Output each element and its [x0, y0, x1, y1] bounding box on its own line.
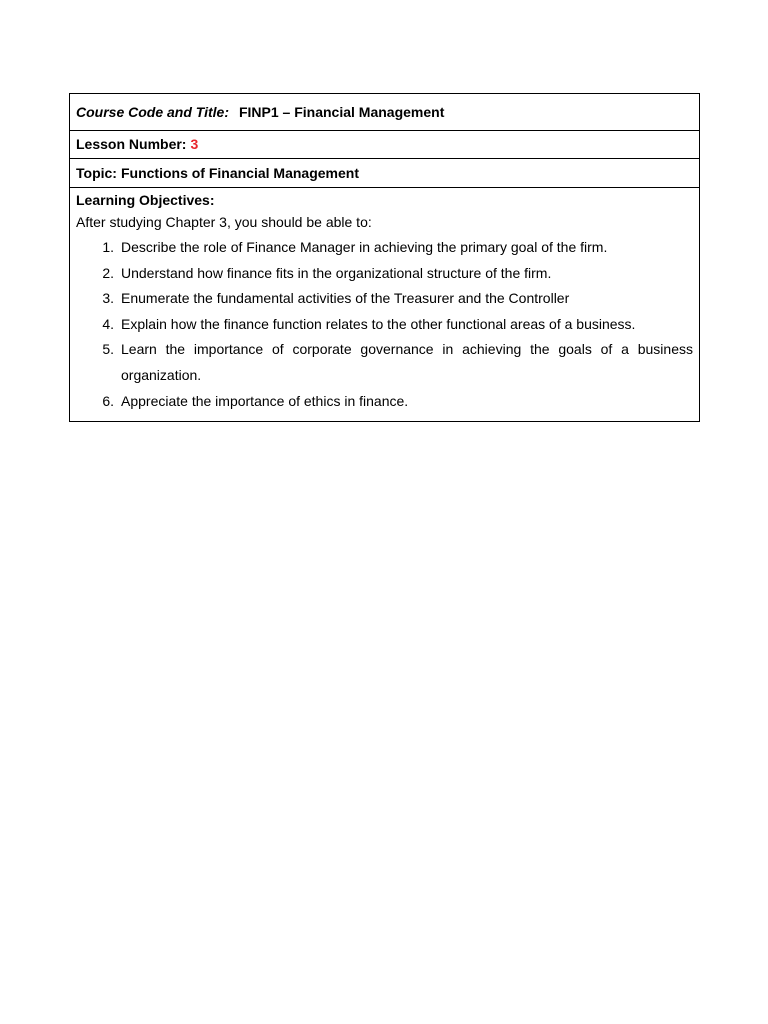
list-item-number: 1. — [102, 239, 114, 255]
lesson-label: Lesson Number: — [76, 136, 187, 152]
objectives-row — [70, 188, 700, 422]
list-item-number: 3. — [102, 290, 114, 307]
objectives-cell — [70, 188, 700, 422]
topic-cell — [70, 159, 700, 188]
topic-row — [70, 159, 700, 188]
course-label: Course Code and Title: — [76, 104, 229, 120]
list-item-text: Describe the role of Finance Manager in achieving the primary goal of the firm. — [121, 239, 608, 255]
list-item-text: Explain how the finance function relates to the other functional areas of a business. — [121, 315, 636, 332]
lesson-row — [70, 131, 700, 159]
list-item — [76, 337, 693, 388]
list-item — [76, 286, 693, 312]
list-item-number: 5. — [102, 341, 114, 358]
course-row — [70, 94, 700, 131]
list-item-number: 4. — [102, 315, 114, 332]
topic-label: Topic: — [76, 165, 117, 181]
list-item — [76, 261, 693, 287]
lesson-info-table — [69, 93, 700, 422]
lesson-number: 3 — [190, 136, 199, 152]
list-item-text: Learn the importance of corporate governance in achieving the goals of a business organization. — [121, 341, 693, 383]
course-cell — [70, 94, 700, 131]
list-item — [76, 389, 693, 415]
course-title: FINP1 – Financial Management — [238, 104, 445, 120]
list-item-text: Appreciate the importance of ethics in finance. — [121, 392, 409, 409]
list-item-text: Understand how finance fits in the organizational structure of the firm. — [121, 264, 552, 281]
list-item-number: 2. — [102, 264, 114, 281]
objectives-list — [76, 235, 693, 414]
list-item-text: Enumerate the fundamental activities of the Treasurer and the Controller — [121, 290, 570, 307]
objectives-intro: After studying Chapter 3, you should be able to: — [76, 214, 372, 230]
list-item — [76, 312, 693, 338]
lesson-cell — [70, 131, 700, 159]
list-item-number: 6. — [102, 392, 114, 409]
topic-title: Functions of Financial Management — [120, 165, 359, 181]
objectives-heading: Learning Objectives: — [76, 192, 215, 208]
list-item — [76, 235, 693, 261]
